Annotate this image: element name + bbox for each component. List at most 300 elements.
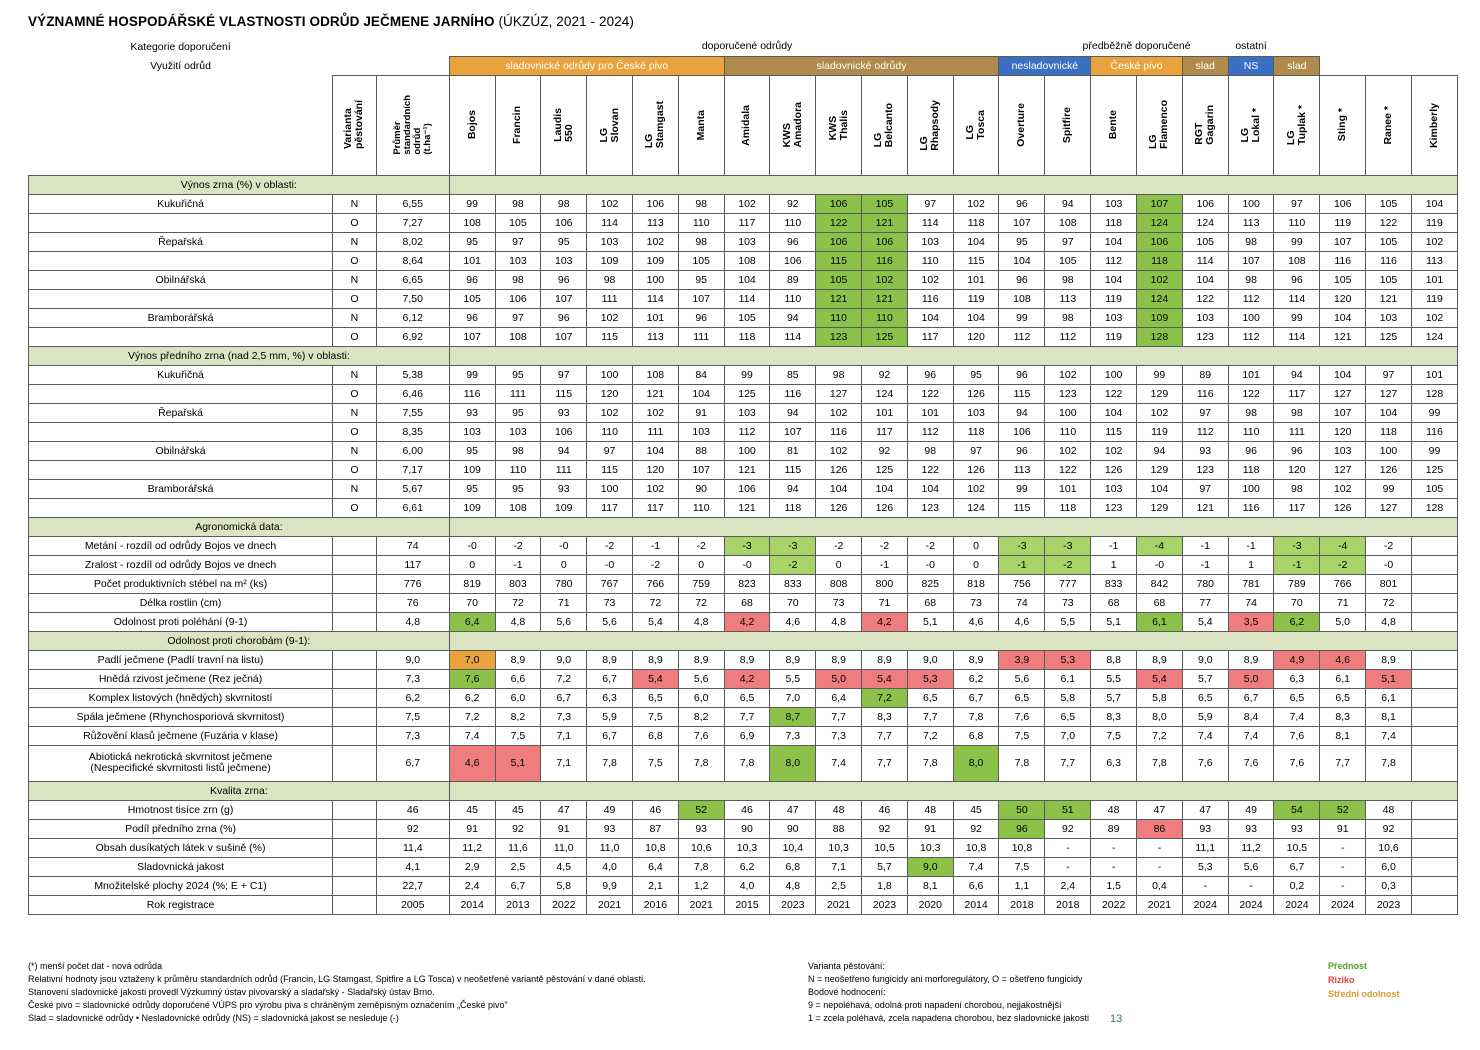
cell: 104	[1137, 479, 1183, 498]
row-variant: O	[333, 460, 377, 479]
cell: 103	[541, 251, 587, 270]
cell: 8,2	[678, 707, 724, 726]
cell: 10,5	[1274, 838, 1320, 857]
row-label: Zralost - rozdíl od odrůdy Bojos ve dnech	[29, 555, 333, 574]
cell: 6,8	[632, 726, 678, 745]
cell: 93	[541, 403, 587, 422]
cell: 99	[1366, 479, 1412, 498]
table-row	[29, 745, 1458, 781]
cell: 9,0	[907, 650, 953, 669]
cell: 7,2	[541, 669, 587, 688]
cell: 90	[678, 479, 724, 498]
cell: 0	[816, 555, 862, 574]
row-average: 6,12	[376, 308, 449, 327]
cell: 8,9	[678, 650, 724, 669]
cell: 104	[1320, 365, 1366, 384]
cell: 126	[816, 498, 862, 517]
header-variety-8: KWS Thalis	[816, 75, 862, 175]
cell: 7,4	[449, 726, 495, 745]
row-label: Rok registrace	[29, 895, 333, 914]
cell: -	[1228, 876, 1274, 895]
cell: 119	[1411, 213, 1457, 232]
row-average: 7,50	[376, 289, 449, 308]
header-variety-10: LG Rhapsody	[907, 75, 953, 175]
cell: 8,9	[1366, 650, 1412, 669]
row-average: 8,02	[376, 232, 449, 251]
cell: 2023	[770, 895, 816, 914]
cell: 109	[587, 251, 633, 270]
cell: 5,5	[1045, 612, 1091, 631]
cell: 8,0	[953, 745, 999, 781]
row-variant	[333, 876, 377, 895]
row-average: 6,00	[376, 441, 449, 460]
cell: 7,6	[678, 726, 724, 745]
footnotes-mid	[808, 960, 1228, 1025]
row-label: Bramborářská	[29, 479, 333, 498]
cell: -	[1137, 857, 1183, 876]
cell: 129	[1137, 460, 1183, 479]
legend-item-0: Přednost	[1328, 961, 1368, 971]
cell: 129	[1137, 384, 1183, 403]
cell: 93	[1182, 441, 1228, 460]
cell: 92	[862, 365, 908, 384]
cell: 98	[907, 441, 953, 460]
cell: 6,5	[907, 688, 953, 707]
table-row	[29, 422, 1458, 441]
cell: 110	[862, 308, 908, 327]
cell: 2014	[953, 895, 999, 914]
cell: 789	[1274, 574, 1320, 593]
cell: 51	[1045, 800, 1091, 819]
cell: 803	[495, 574, 541, 593]
cell: 113	[999, 460, 1045, 479]
cell: 48	[1091, 800, 1137, 819]
cell: 113	[1045, 289, 1091, 308]
cell: 7,8	[678, 745, 724, 781]
cell: 98	[678, 194, 724, 213]
row-label: Odolnost proti poléhání (9-1)	[29, 612, 333, 631]
cell: 7,4	[1228, 726, 1274, 745]
table-row	[29, 327, 1458, 346]
cell: 119	[1320, 213, 1366, 232]
cell: 6,5	[1274, 688, 1320, 707]
cell: -1	[1182, 555, 1228, 574]
row-label: Spála ječmene (Rhynchosporiová skvrnitost)	[29, 707, 333, 726]
row-average: 776	[376, 574, 449, 593]
cell: 8,9	[953, 650, 999, 669]
cell: 91	[907, 819, 953, 838]
cell: 107	[1137, 194, 1183, 213]
cell: 72	[495, 593, 541, 612]
section-band-4	[449, 781, 1457, 800]
cell: 10,3	[816, 838, 862, 857]
cell: 106	[770, 251, 816, 270]
cell: 106	[541, 213, 587, 232]
cell: 100	[587, 479, 633, 498]
table-row	[29, 536, 1458, 555]
cell: 8,9	[1137, 650, 1183, 669]
cell: 129	[1137, 498, 1183, 517]
cell: -0	[907, 555, 953, 574]
cell: 7,7	[862, 745, 908, 781]
cell: 126	[816, 460, 862, 479]
cell: 104	[999, 251, 1045, 270]
cell: 7,6	[1182, 745, 1228, 781]
cell: 4,2	[724, 612, 770, 631]
footnote-mid-3: 9 = nepoléhavá, odolná proti napadení chorobou, nejjakostnější	[808, 1000, 1062, 1011]
cell: 120	[1320, 422, 1366, 441]
cell: 115	[999, 384, 1045, 403]
cell: 5,1	[1366, 669, 1412, 688]
cell: 109	[541, 498, 587, 517]
cell: 106	[1137, 232, 1183, 251]
cell: 105	[495, 213, 541, 232]
header-variety-row	[29, 75, 1458, 175]
cell: 103	[495, 251, 541, 270]
cell: 115	[587, 460, 633, 479]
cell	[1411, 895, 1457, 914]
cell: 97	[1045, 232, 1091, 251]
cell: 767	[587, 574, 633, 593]
cell: 123	[816, 327, 862, 346]
cell: 10,4	[770, 838, 816, 857]
cell: 114	[724, 289, 770, 308]
cell: 94	[770, 403, 816, 422]
cell: 110	[678, 498, 724, 517]
cell: 97	[1366, 365, 1412, 384]
cell: 7,7	[1320, 745, 1366, 781]
cell: 104	[907, 479, 953, 498]
cell: -3	[1274, 536, 1320, 555]
cell: 6,7	[1228, 688, 1274, 707]
cell: 114	[1274, 327, 1320, 346]
cell: 808	[816, 574, 862, 593]
cell: 103	[1091, 194, 1137, 213]
cell: 98	[1274, 403, 1320, 422]
cell: 8,9	[770, 650, 816, 669]
row-label	[29, 422, 333, 441]
cell: 99	[449, 365, 495, 384]
cell: 5,4	[1182, 612, 1228, 631]
cell: 5,3	[907, 669, 953, 688]
cell: 0	[541, 555, 587, 574]
cell: 117	[1274, 384, 1320, 403]
row-variant: N	[333, 479, 377, 498]
cell: 46	[724, 800, 770, 819]
row-variant	[333, 800, 377, 819]
cell: 94	[770, 308, 816, 327]
cell: 5,9	[587, 707, 633, 726]
cell: 5,1	[495, 745, 541, 781]
cell: 103	[678, 422, 724, 441]
cell: 97	[953, 441, 999, 460]
cell	[1411, 819, 1457, 838]
cell: 95	[953, 365, 999, 384]
cell: 92	[1366, 819, 1412, 838]
cell: 108	[999, 289, 1045, 308]
header-band-4: slad	[1182, 56, 1228, 75]
cell: 97	[1274, 194, 1320, 213]
cell: 104	[862, 479, 908, 498]
footnotes-left	[28, 960, 748, 1025]
cell: 110	[1228, 422, 1274, 441]
cell: 72	[632, 593, 678, 612]
cell: 101	[449, 251, 495, 270]
cell: 95	[449, 441, 495, 460]
cell: 48	[1366, 800, 1412, 819]
cell: 106	[541, 422, 587, 441]
cell: -	[1320, 838, 1366, 857]
row-label: Komplex listových (hnědých) skvrnitostí	[29, 688, 333, 707]
cell: 7,2	[862, 688, 908, 707]
cell: -2	[678, 536, 724, 555]
cell: -1	[1182, 536, 1228, 555]
cell: 92	[770, 194, 816, 213]
cell: 50	[999, 800, 1045, 819]
cell: 4,9	[1274, 650, 1320, 669]
cell: 8,0	[770, 745, 816, 781]
cell: 114	[1182, 251, 1228, 270]
cell: 11,0	[587, 838, 633, 857]
cell: -1	[1274, 555, 1320, 574]
cell: 68	[1137, 593, 1183, 612]
cell: 68	[724, 593, 770, 612]
cell: 8,9	[1228, 650, 1274, 669]
header-variety-13: Spitfire	[1045, 75, 1091, 175]
cell: 120	[632, 460, 678, 479]
row-average: 6,65	[376, 270, 449, 289]
cell: 781	[1228, 574, 1274, 593]
row-average: 6,46	[376, 384, 449, 403]
section-title-1: Výnos předního zrna (nad 2,5 mm, %) v oblasti:	[29, 346, 450, 365]
cell: 766	[632, 574, 678, 593]
section-title-4: Kvalita zrna:	[29, 781, 450, 800]
cell: 823	[724, 574, 770, 593]
cell: 7,7	[816, 707, 862, 726]
cell: 2,4	[449, 876, 495, 895]
cell: 107	[678, 460, 724, 479]
cell: 121	[1182, 498, 1228, 517]
row-label: Abiotická nekrotická skvrnitost ječmene (Nespecifické skvrnitosti listů ječmene)	[29, 745, 333, 781]
cell: 2022	[1091, 895, 1137, 914]
cell: 107	[449, 327, 495, 346]
header-variety-1: Francin	[495, 75, 541, 175]
cell: 125	[862, 327, 908, 346]
cell: 105	[678, 251, 724, 270]
cell: 98	[1274, 479, 1320, 498]
cell: 114	[770, 327, 816, 346]
cell: 6,1	[1366, 688, 1412, 707]
cell: 104	[724, 270, 770, 289]
cell: 108	[495, 498, 541, 517]
cell: -0	[1137, 555, 1183, 574]
cell: 70	[449, 593, 495, 612]
table-row	[29, 726, 1458, 745]
cell: 126	[1366, 460, 1412, 479]
cell: 105	[1182, 232, 1228, 251]
cell: 103	[1320, 441, 1366, 460]
cell: 124	[1137, 213, 1183, 232]
cell: 2,9	[449, 857, 495, 876]
header-band-6: slad	[1274, 56, 1320, 75]
cell: 91	[541, 819, 587, 838]
cell: 49	[1228, 800, 1274, 819]
cell: 7,4	[1182, 726, 1228, 745]
cell: 8,9	[862, 650, 908, 669]
cell: 112	[907, 422, 953, 441]
cell: 2018	[1045, 895, 1091, 914]
cell: 115	[1091, 422, 1137, 441]
row-average: 11,4	[376, 838, 449, 857]
cell: 96	[999, 270, 1045, 289]
cell: 5,7	[1182, 669, 1228, 688]
cell: 117	[1274, 498, 1320, 517]
cell: 6,2	[724, 857, 770, 876]
cell: 4,0	[587, 857, 633, 876]
cell: 115	[816, 251, 862, 270]
row-average: 2005	[376, 895, 449, 914]
cell: 104	[953, 308, 999, 327]
cell: 119	[953, 289, 999, 308]
cell: 100	[632, 270, 678, 289]
cell: 5,8	[1137, 688, 1183, 707]
row-average: 9,0	[376, 650, 449, 669]
cell: 114	[907, 213, 953, 232]
row-average: 4,8	[376, 612, 449, 631]
cell: 126	[953, 384, 999, 403]
cell: 92	[862, 819, 908, 838]
cell: 4,6	[1320, 650, 1366, 669]
row-label: Kukuřičná	[29, 365, 333, 384]
cell: 48	[816, 800, 862, 819]
cell: 94	[999, 403, 1045, 422]
row-variant: N	[333, 441, 377, 460]
footnote-left-2: Stanovení sladovnické jakosti provedl Výzkumný ústav pivovarský a sladařský - Sladařský ústav Brno.	[28, 987, 435, 998]
cell: 103	[587, 232, 633, 251]
cell: 1,2	[678, 876, 724, 895]
cell: 9,9	[587, 876, 633, 895]
cell: 98	[495, 194, 541, 213]
cell: -1	[862, 555, 908, 574]
cell	[1411, 876, 1457, 895]
cell: -0	[449, 536, 495, 555]
cell: 105	[816, 270, 862, 289]
cell: -3	[999, 536, 1045, 555]
cell: 100	[1366, 441, 1412, 460]
cell: 106	[816, 194, 862, 213]
cell: 110	[587, 422, 633, 441]
cell: 108	[1045, 213, 1091, 232]
cell: 2013	[495, 895, 541, 914]
cell: 7,3	[541, 707, 587, 726]
cell: 4,6	[770, 612, 816, 631]
page-title-sub: (ÚKZÚZ, 2021 - 2024)	[498, 14, 635, 29]
table-row	[29, 194, 1458, 213]
spacer	[333, 56, 377, 75]
cell: 104	[1320, 308, 1366, 327]
section-title-0: Výnos zrna (%) v oblasti:	[29, 175, 450, 194]
cell: 81	[770, 441, 816, 460]
cell: 0,4	[1137, 876, 1183, 895]
row-average: 5,38	[376, 365, 449, 384]
header-variety-16: RGT Gagarin	[1182, 75, 1228, 175]
cell: 6,7	[587, 669, 633, 688]
footnote-mid-1: N = neošetřeno fungicidy ani morforegulátory, O = ošetřeno fungicidy	[808, 974, 1083, 985]
row-label	[29, 213, 333, 232]
cell: 102	[953, 479, 999, 498]
cell: 73	[1045, 593, 1091, 612]
cell: 8,4	[1228, 707, 1274, 726]
cell: 7,3	[770, 726, 816, 745]
row-variant: N	[333, 194, 377, 213]
cell: 94	[1045, 194, 1091, 213]
section-header-row	[29, 781, 1458, 800]
cell: -2	[1045, 555, 1091, 574]
cell: 72	[1366, 593, 1412, 612]
cell: 5,4	[862, 669, 908, 688]
cell: 5,0	[1228, 669, 1274, 688]
cell: 103	[907, 232, 953, 251]
table-row	[29, 857, 1458, 876]
cell: 106	[862, 232, 908, 251]
cell: 112	[1045, 327, 1091, 346]
cell: 102	[1320, 479, 1366, 498]
header-variety-14: Bente	[1091, 75, 1137, 175]
cell: 115	[541, 384, 587, 403]
cell: 801	[1366, 574, 1412, 593]
cell: 96	[999, 365, 1045, 384]
page-title	[28, 14, 1458, 29]
cell: 109	[1137, 308, 1183, 327]
table-row	[29, 479, 1458, 498]
row-variant: O	[333, 251, 377, 270]
cell: 7,6	[1228, 745, 1274, 781]
cell: 104	[1366, 403, 1412, 422]
cell: 7,6	[1274, 745, 1320, 781]
cell: 107	[1228, 251, 1274, 270]
cell: 7,5	[999, 857, 1045, 876]
cell: 110	[678, 213, 724, 232]
cell: -0	[724, 555, 770, 574]
cell: 121	[1320, 327, 1366, 346]
header-variety-2: Laudis 550	[541, 75, 587, 175]
cell: 110	[816, 308, 862, 327]
cell: 105	[862, 194, 908, 213]
row-variant	[333, 593, 377, 612]
cell: 123	[1182, 327, 1228, 346]
cell: 8,9	[816, 650, 862, 669]
table-row	[29, 384, 1458, 403]
cell	[1411, 688, 1457, 707]
row-variant	[333, 555, 377, 574]
cell: 5,1	[907, 612, 953, 631]
cell: 6,9	[724, 726, 770, 745]
cell: 89	[1182, 365, 1228, 384]
cell: 777	[1045, 574, 1091, 593]
row-average: 4,1	[376, 857, 449, 876]
cell: 102	[816, 441, 862, 460]
cell: 104	[1182, 270, 1228, 289]
row-variant	[333, 707, 377, 726]
cell: 103	[724, 403, 770, 422]
row-average: 5,67	[376, 479, 449, 498]
cell: 111	[632, 422, 678, 441]
cell: 4,2	[862, 612, 908, 631]
cell: 10,6	[1366, 838, 1412, 857]
row-label: Kukuřičná	[29, 194, 333, 213]
cell: 6,3	[587, 688, 633, 707]
cell: 121	[862, 289, 908, 308]
